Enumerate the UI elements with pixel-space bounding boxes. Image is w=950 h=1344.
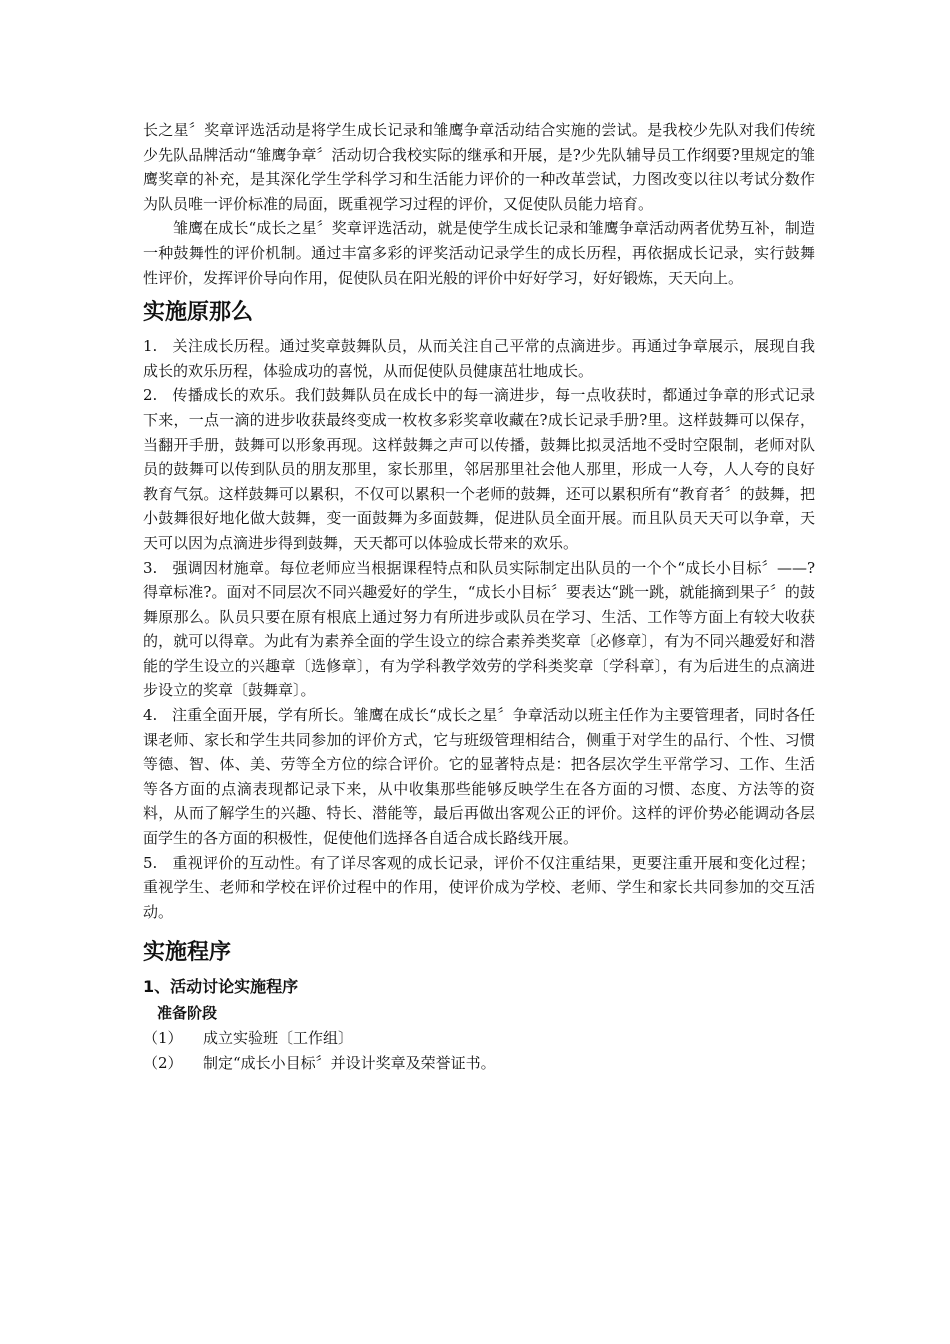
step-number: （2） <box>143 1054 183 1072</box>
procedure-step <box>143 1051 815 1076</box>
procedure-step <box>143 1026 815 1051</box>
intro-paragraph-2: 雏鹰在成长“成长之星〞奖章评选活动，就是使学生成长记录和雏鹰争章活动两者优势互补，制造一种鼓舞性的评价机制。通过丰富多彩的评奖活动记录学生的成长历程，再依据成长记录，实行鼓舞性评价，发挥评价导向作用，促使队员在阳光般的评价中好好学习，好好锻炼，天天向上。 <box>143 219 815 287</box>
stage-label: 准备阶段 <box>157 1004 218 1023</box>
step-text: 成立实验班〔工作组〕 <box>203 1029 354 1048</box>
principle-item-4: 4. 注重全面开展，学有所长。雏鹰在成长“成长之星〞争章活动以班主任作为主要管理者，同时各任课老师、家长和学生共同参加的评价方式，它与班级管理相结合，侧重于对学生的品行、个性、习惯等德、智、体、美、劳等全方位的综合评价。它的显著特点是：把各层次学生平常学习、工作、生活等各方面的点滴表现都记录下来，从中收集那些能够反映学生在各方面的习惯、态度、方法等的资料，从而了解学生的兴趣、特长、潜能等，最后再做出客观公正的评价。这样的评价势必能调动各层面学生的各方面的积极性，促使他们选择各自适合成长路线开展。 <box>143 706 815 848</box>
principle-item-3: 3. 强调因材施章。每位老师应当根据课程特点和队员实际制定出队员的一个个“成长小目标〞——?得章标准?。面对不同层次不同兴趣爱好的学生，“成长小目标〞要表达“跳一跳，就能摘到果子〞的鼓舞原那么。队员只要在原有根底上通过努力有所进步或队员在学习、生活、工作等方面上有较大收获的，就可以得章。为此有为素养全面的学生设立的综合素养类奖章〔必修章〕，有为不同兴趣爱好和潜能的学生设立的兴趣章〔选修章〕，有为学科教学效劳的学科类奖章〔学科章〕，有为后进生的点滴进步设立的奖章〔鼓舞章〕。 <box>143 558 815 700</box>
principle-item-5: 5. 重视评价的互动性。有了详尽客观的成长记录，评价不仅注重结果，更要注重开展和变化过程；重视学生、老师和学校在评价过程中的作用，使评价成为学校、老师、学生和家长共同参加的交互活动。 <box>143 853 815 921</box>
principle-item-1: 1. 关注成长历程。通过奖章鼓舞队员，从而关注自己平常的点滴进步。再通过争章展示，展现自我成长的欢乐历程，体验成功的喜悦，从而促使队员健康茁壮地成长。 <box>143 337 815 380</box>
procedure-heading: 实施程序 <box>143 940 232 966</box>
principle-item-2: 2. 传播成长的欢乐。我们鼓舞队员在成长中的每一滴进步，每一点收获时，都通过争章的形式记录下来，一点一滴的进步收获最终变成一枚枚多彩奖章收藏在?成长记录手册?里。这样鼓舞可以保存，当翻开手册，鼓舞可以形象再现。这样鼓舞之声可以传播，鼓舞比拟灵活地不受时空限制，老师对队员的鼓舞可以传到队员的朋友那里，家长那里，邻居那里社会他人那里，形成一人夸，人人夸的良好教育气氛。这样鼓舞可以累积，不仅可以累积一个老师的鼓舞，还可以累积所有“教育者〞的鼓舞，把小鼓舞很好地化做大鼓舞，变一面鼓舞为多面鼓舞，促进队员全面开展。而且队员天天可以争章，天天可以因为点滴进步得到鼓舞，天天都可以体验成长带来的欢乐。 <box>143 386 815 552</box>
step-number: （1） <box>143 1029 183 1048</box>
document-page <box>143 118 815 1076</box>
intro-paragraph-1: 长之星〞奖章评选活动是将学生成长记录和雏鹰争章活动结合实施的尝试。是我校少先队对我们传统少先队品牌活动“雏鹰争章〞活动切合我校实际的继承和开展，是?少先队辅导员工作纲要?里规定的雏鹰奖章的补充，是其深化学生学科学习和生活能力评价的一种改革尝试，力图改变以往以考试分数作为队员唯一评价标准的局面，既重视学习过程的评价，又促使队员能力培育。 <box>143 121 815 213</box>
step-text: 制定“成长小目标〞并设计奖章及荣誉证书。 <box>203 1054 496 1072</box>
principles-heading: 实施原那么 <box>143 300 254 326</box>
procedure-subheading: 1、活动讨论实施程序 <box>143 977 299 997</box>
